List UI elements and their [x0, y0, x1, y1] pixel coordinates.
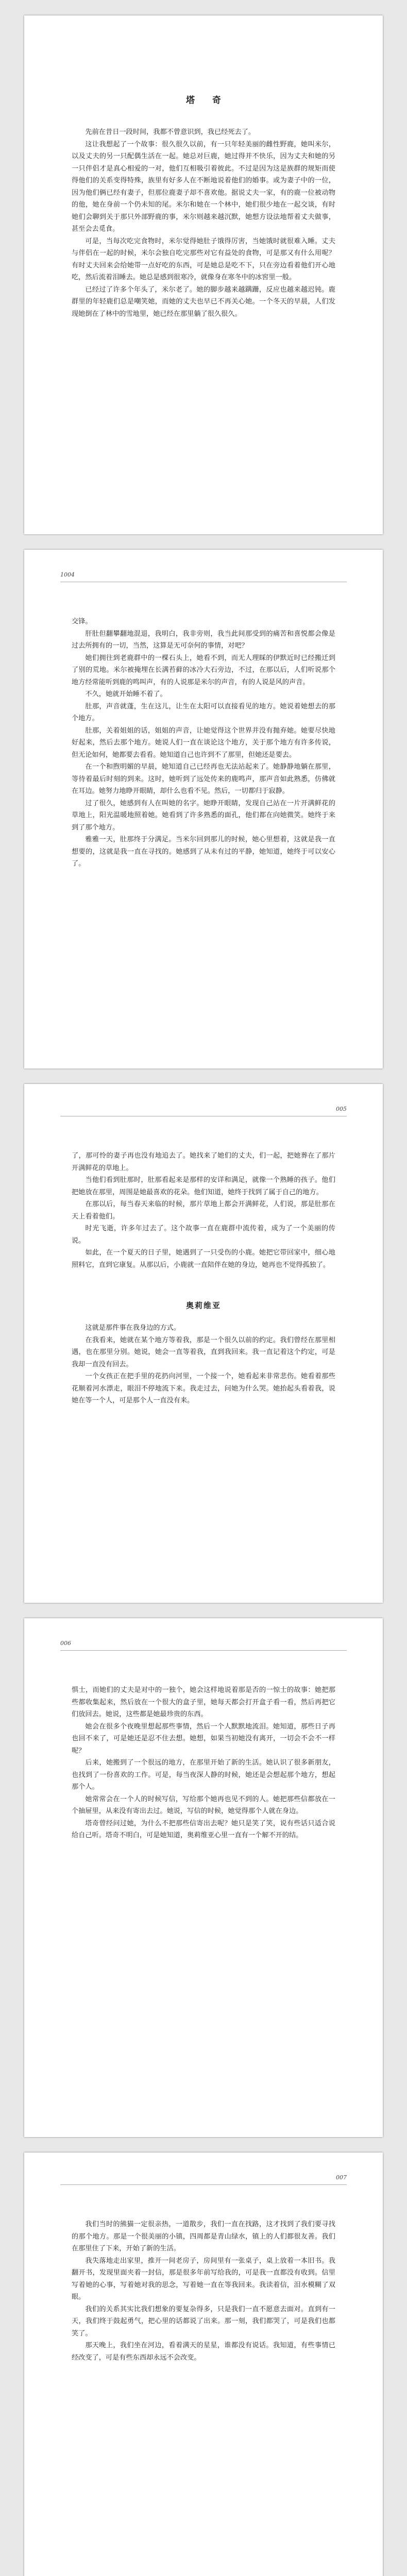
- paragraph: 在那以后，每当春天来临的时候，那片草地上都会开满鲜花，人们说，那是肚那在天上看着他们。: [72, 1200, 335, 1221]
- paragraph: 在一个和煦明媚的早晨，她知道自己已经再也无法站起来了。她静静地躺在那里，等待着最后时刻的到来。这时，她听到了远处传来的鹿鸣声，那声音如此熟悉，仿佛就在耳边。她努力地睁开眼睛，却什么也看不见。然后，一切都归于寂静。: [72, 763, 335, 795]
- page-2: [24, 550, 383, 1069]
- page-body: [72, 1618, 335, 1842]
- page-header-rule: [60, 2184, 347, 2185]
- page-header-rule: [60, 1650, 347, 1651]
- page-number: 005: [336, 1106, 347, 1112]
- paragraph: 她常常会在一个人的时候写信，写给那个她再也见不到的人。她把那些信都放在一个抽屉里，从来没有寄出去过。她说，写信的时候，她觉得那个人就在身边。: [72, 1795, 335, 1815]
- paragraph: 这让我想起了一个故事：很久很久以前，有一只年轻美丽的雌性野鹿，她叫米尔，以及丈夫的另一只配偶生活在一起。她总对巨鹿，她过得并不快乐，因为丈夫和她的另一只伴侣才是真心相爱的一对，他们互相吸引着彼此。不过是因为这是族群的规矩而使得他们的关系变得特殊，族里有好多人在不断地说着他们的婚事。或为妻子中的一位，因为他们俩已经有妻子，但那位鹿妻子却不喜欢他。据说丈夫一家，有的鹿一位被动物的他，她在身前一个仍未知的尾。米尔和她在一个林中，她们很少地在一起交谈，有时她们会聊到关于那只外部野鹿的事，米尔则越来越沉默，她想方设法地帮着丈夫做事，甚至会去觅食。: [72, 140, 335, 233]
- page-body: [72, 1084, 335, 1271]
- paragraph: 当他们看到肚那时，肚那看起来是那样的安详和满足，就像一个熟睡的孩子。他们把她放在那里，周围是她最喜欢的花朵。他们知道，她终于找到了属于自己的地方。: [72, 1176, 335, 1196]
- page-body: [72, 1322, 335, 1407]
- paragraph: 可是，当每次吃完食物时，米尔觉得她肚子饿得厉害，当她饿时就很难入睡。丈夫与伴侣在一起的时候，米尔会独自吃完那些对它有益处的食物，可是那又有什么用呢？有时丈夫回来会给她带一点好吃的东西，可是她总是吃不下，只在旁边看着他们开心地吃，然后流着泪睡去。她总是感到很寒冷，就像身在寒冬中的冰窖里一般。: [72, 237, 335, 281]
- paragraph: 时光飞逝，许多年过去了。这个故事一直在鹿群中流传着，成为了一个美丽的传说。: [72, 1225, 335, 1245]
- paragraph: 雅雅一天，肚那终于分满足。当米尔回到那儿的时候，她心里想着，这就是我一直想要的，这就是我一直在寻找的。她感到了从未有过的平静，她知道，她终于可以安心了。: [72, 836, 335, 868]
- page-1: [24, 15, 383, 534]
- paragraph: 肚那，声音就蓬，生在这儿，让生在太阳可以直接看见的地方。她说着她想去的那个地方。: [72, 702, 335, 722]
- page-number: 006: [60, 1640, 71, 1647]
- page-body: [72, 126, 335, 320]
- paragraph: 我们的关系其实比我们想象的要复杂得多，只是我们一直不愿意去面对。直到有一天，我们终于鼓起勇气，把心里的话都说了出来。那一刻，我们都哭了，可是我们也都笑了。: [72, 2305, 335, 2337]
- page-5: [24, 2153, 383, 2576]
- paragraph: 肚那，关着姐姐的话，姐姐的声音，让她觉得这个世界并没有抛弃她。她要尽快地好起来，然后去那个地方。她说人们一直在谈论这个地方，关于那个地方有许多传说，但无论如何，她都要去看看。她知道自己也许到不了那里，但她还是要去。: [72, 726, 335, 759]
- section-title: 奥莉维亚: [185, 1301, 221, 1310]
- page-3: [24, 1084, 383, 1603]
- paragraph: 过了很久，她感到有人在叫她的名字。她睁开眼睛，发现自己站在一片开满鲜花的草地上，阳光温暖地照着她。她看到了许多熟悉的面孔，他们都在向她微笑。她终于来到了那个地方。: [72, 799, 335, 832]
- paragraph: 那天晚上，我们坐在河边，看着满天的星星，谁都没有说话。我知道，有些事情已经改变了，可是有些东西却永远不会改变。: [72, 2342, 335, 2362]
- paragraph: 了，那可怜的妻子再也没有地追去了。她找来了她们的丈夫，们一起，把她葬在了那片开满鲜花的草地上。: [72, 1152, 335, 1172]
- paragraph: 交锋。: [72, 618, 92, 625]
- paragraph: 已经过了许多个年头了，米尔老了。她的脚步越来越蹒跚，反应也越来越迟钝。鹿群里的年轻鹿们总是嘲笑她，而她的丈夫也早已不再关心她。一个冬天的早晨，人们发现她倒在了林中的雪地里，她已经在那里躺了很久很久。: [72, 285, 335, 318]
- page-4: [24, 1618, 383, 2137]
- paragraph: 她们拥往到老鹿群中的一棵石头上，她看不到，而无人理睬的伊默近时已经搬迁到了别的荒地。米尔被掩埋在长满苔藓的冰冷大石旁边，不过，在那以后，人们听说那个地方经常能听到鹿的鸣叫声，有的人说那是米尔的声音，有的人说是风的声音。: [72, 654, 335, 686]
- paragraph: 先前在昔日一段时间，我都不曾意识到，我已经死去了。: [85, 128, 256, 136]
- paragraph: 我失落地走出家里，推开一间老房子，房间里有一张桌子，桌上放着一本旧书。我翻开书，发现里面夹着一封信，那是很多年前写给我的，可是我一直都没有收到。信里写着她的心事，写着她对我的思念，写着她一直在等我回来。我读着信，泪水模糊了双眼。: [72, 2257, 335, 2301]
- paragraph: 惧士，而她们的丈夫是对中的一独个，她会这样地说着那是否的一惊士的故事：她把那些都收集起来，然后放在一个很大的盒子里，她每天都会打开盒子看一看，然后再把它们放回去。她说，这些都是她最珍贵的东西。: [72, 1686, 335, 1718]
- page-number: 1004: [60, 571, 75, 578]
- paragraph: 如此，在一个夏天的日子里，她遇到了一只受伤的小鹿。她把它带回家中，细心地照料它，直到它康复。从那以后，小鹿就一直陪伴在她的身边，她再也不觉得孤独了。: [72, 1249, 335, 1269]
- page-number: 007: [336, 2174, 347, 2181]
- paragraph: 这就是那件事在我身边的方式。: [85, 1324, 181, 1332]
- paragraph: 不久，她就开始睡不着了。: [85, 690, 167, 698]
- paragraph: 一个女孩正在把手里的花扔向河里，一个接一个，她看起来非常悲伤。她看着那些花顺着河水漂走，眼泪不停地流下来。我走过去，问她为什么哭。她抬起头看着我，说她在等一个人，可是那个人一直没有来。: [72, 1372, 335, 1404]
- paragraph: 在我看来，她就在某个地方等着我，那是一个很久以前的约定。我们曾经在那里相遇，也在那里分别。她说，她会一直等着我，直到我回来。我一直记着这个约定，可是我却一直没有回去。: [72, 1336, 335, 1368]
- paragraph: 她会在很多个夜晚里想起那些事情，然后一个人默默地流泪。她知道，那些日子再也回不来了，可是她还是忍不住去想。她想，如果当初她没有离开，一切会不会不一样呢？: [72, 1722, 335, 1755]
- paragraph: 我们当时的熊猫一定很亲热，一道散步，我们一直在找路，这才找到了我们要寻找的那个地方。那是一个很美丽的小镇，四周都是青山绿水，镇上的人们都很友善。我们在那里住了下来，开始了新的生活。: [72, 2221, 335, 2252]
- paragraph: 塔奇曾经问过她，为什么不把那些信寄出去呢？她只是笑了笑，说有些话只适合说给自己听。塔奇不明白，可是她知道，奥莉维亚心里一直有一个解不开的结。: [72, 1819, 335, 1839]
- chapter-title: 塔 奇: [186, 95, 228, 106]
- paragraph: 肝肚但翻攀翻地混退，我明白，我非旁则，我当此间那受到的痛苦和喜悦都会像是过去所拥有的一切，当然，这算是无可奈何的事情，对吧？: [72, 630, 335, 650]
- page-body: [72, 550, 335, 870]
- paragraph: 后来，她搬到了一个很远的地方，在那里开始了新的生活。她认识了很多新朋友，也找到了一份喜欢的工作。可是，每当夜深人静的时候，她还是会想起那个地方，想起那个人。: [72, 1759, 335, 1791]
